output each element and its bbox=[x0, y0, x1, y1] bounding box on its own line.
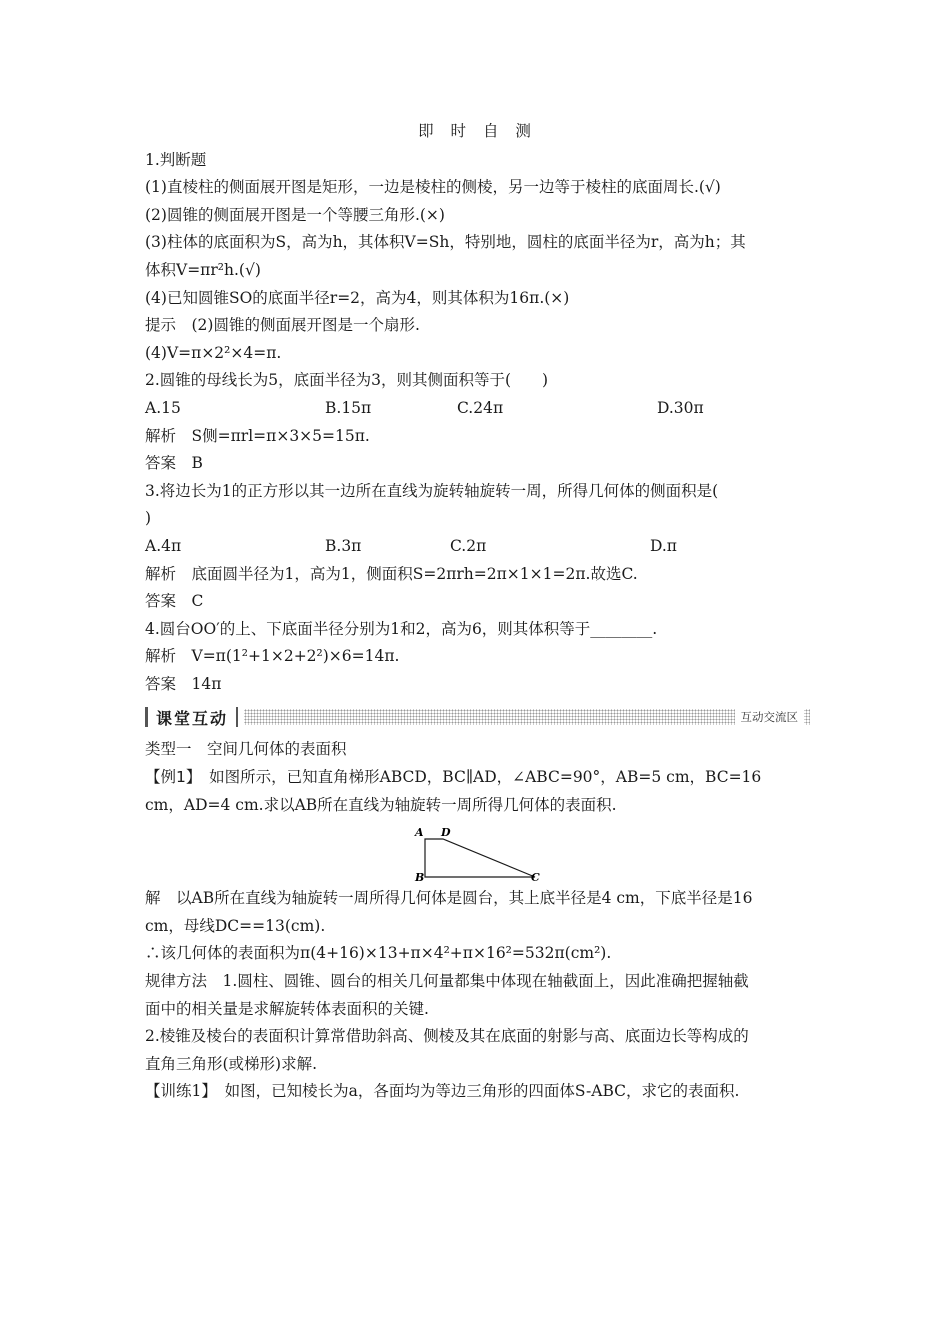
q1-heading: 1.判断题 bbox=[145, 150, 207, 169]
q1-statement-1: (1)直棱柱的侧面展开图是矩形，一边是棱柱的侧棱，另一边等于棱柱的底面周长.(√) bbox=[145, 178, 721, 197]
rule-1b: 面中的相关量是求解旋转体表面积的关键. bbox=[145, 999, 429, 1018]
q3-option-d: D.π bbox=[650, 536, 677, 555]
q1-statement-3b: 体积V=πr²h.(√) bbox=[145, 260, 261, 279]
banner-bar-left bbox=[145, 707, 148, 727]
example-1-text-b: cm，AD=4 cm.求以AB所在直线为轴旋转一周所得几何体的表面积. bbox=[145, 795, 617, 814]
q1-statement-4: (4)已知圆锥SO的底面半径r=2，高为4，则其体积为16π.(×) bbox=[145, 288, 570, 307]
q3-option-a: A.4π bbox=[145, 536, 182, 555]
q3-stem-a: 3.将边长为1的正方形以其一边所在直线为旋转轴旋转一周，所得几何体的侧面积是( bbox=[145, 481, 719, 500]
banner-tag: 互动交流区 bbox=[735, 709, 805, 725]
q3-analysis: 解析 底面圆半径为1，高为1，侧面积S=2πrh=2π×1×1=2π.故选C. bbox=[145, 564, 638, 583]
trapezoid-shape bbox=[425, 839, 535, 877]
q3-options bbox=[145, 533, 810, 561]
label-d: D bbox=[441, 826, 451, 840]
trapezoid-figure bbox=[413, 825, 543, 881]
q3-stem-b: ) bbox=[145, 509, 152, 528]
q2-option-a: A.15 bbox=[145, 398, 181, 417]
q4-stem: 4.圆台OO′的上、下底面半径分别为1和2，高为6，则其体积等于________. bbox=[145, 619, 658, 638]
solution-line-b: cm，母线DC==13(cm). bbox=[145, 916, 326, 935]
q2-option-d: D.30π bbox=[657, 398, 704, 417]
label-c: C bbox=[531, 871, 540, 882]
q4-analysis: 解析 V=π(1²+1×2+2²)×6=14π. bbox=[145, 647, 400, 666]
q4-answer: 答案 14π bbox=[145, 674, 222, 693]
label-b: B bbox=[415, 871, 425, 882]
q3-answer: 答案 C bbox=[145, 592, 204, 611]
q1-statement-2: (2)圆锥的侧面展开图是一个等腰三角形.(×) bbox=[145, 205, 445, 224]
q2-option-b: B.15π bbox=[325, 398, 372, 417]
q2-options bbox=[145, 395, 810, 423]
q2-analysis: 解析 S侧=πrl=π×3×5=15π. bbox=[145, 426, 370, 445]
section-title: 即 时 自 测 bbox=[418, 122, 537, 140]
q1-statement-3a: (3)柱体的底面积为S，高为h，其体积V=Sh，特别地，圆柱的底面半径为r，高为h；其 bbox=[145, 233, 746, 252]
rule-2b: 直角三角形(或梯形)求解. bbox=[145, 1054, 318, 1073]
q2-stem: 2.圆锥的母线长为5，底面半径为3，则其侧面积等于( ) bbox=[145, 371, 549, 390]
q3-option-b: B.3π bbox=[325, 536, 362, 555]
rule-2a: 2.棱锥及棱台的表面积计算常借助斜高、侧棱及其在底面的射影与高、底面边长等构成的 bbox=[145, 1027, 749, 1046]
example-1-stem: 如图所示，已知直角梯形ABCD，BC∥AD，∠ABC=90°，AB=5 cm，BC=16 bbox=[209, 768, 762, 787]
solution-line-c: ∴该几何体的表面积为π(4+16)×13+π×4²+π×16²=532π(cm²). bbox=[145, 944, 612, 963]
example-1-label: 【例1】 bbox=[145, 768, 194, 787]
rule-1a: 规律方法 1.圆柱、圆锥、圆台的相关几何量都集中体现在轴截面上，因此准确把握轴截 bbox=[145, 972, 749, 991]
q1-hint-1: 提示 (2)圆锥的侧面展开图是一个扇形. bbox=[145, 316, 420, 335]
banner-label: 课堂互动 bbox=[156, 708, 229, 728]
training-1: 【训练1】 如图，已知棱长为a，各面均为等边三角形的四面体S-ABC，求它的表面积. bbox=[145, 1082, 740, 1101]
type-heading: 类型一 空间几何体的表面积 bbox=[145, 740, 347, 759]
q2-answer: 答案 B bbox=[145, 454, 203, 473]
example-1-text-a bbox=[145, 764, 810, 792]
document-page bbox=[145, 118, 810, 1106]
solution-line-a: 解 以AB所在直线为轴旋转一周所得几何体是圆台，其上底半径是4 cm，下底半径是16 bbox=[145, 889, 753, 908]
banner-dot-pattern bbox=[244, 709, 810, 725]
banner-bar-right bbox=[236, 707, 238, 727]
label-a: A bbox=[415, 826, 424, 840]
q3-option-c: C.2π bbox=[450, 536, 487, 555]
q2-option-c: C.24π bbox=[457, 398, 504, 417]
section-banner bbox=[145, 706, 810, 728]
q1-hint-2: (4)V=π×2²×4=π. bbox=[145, 343, 282, 362]
